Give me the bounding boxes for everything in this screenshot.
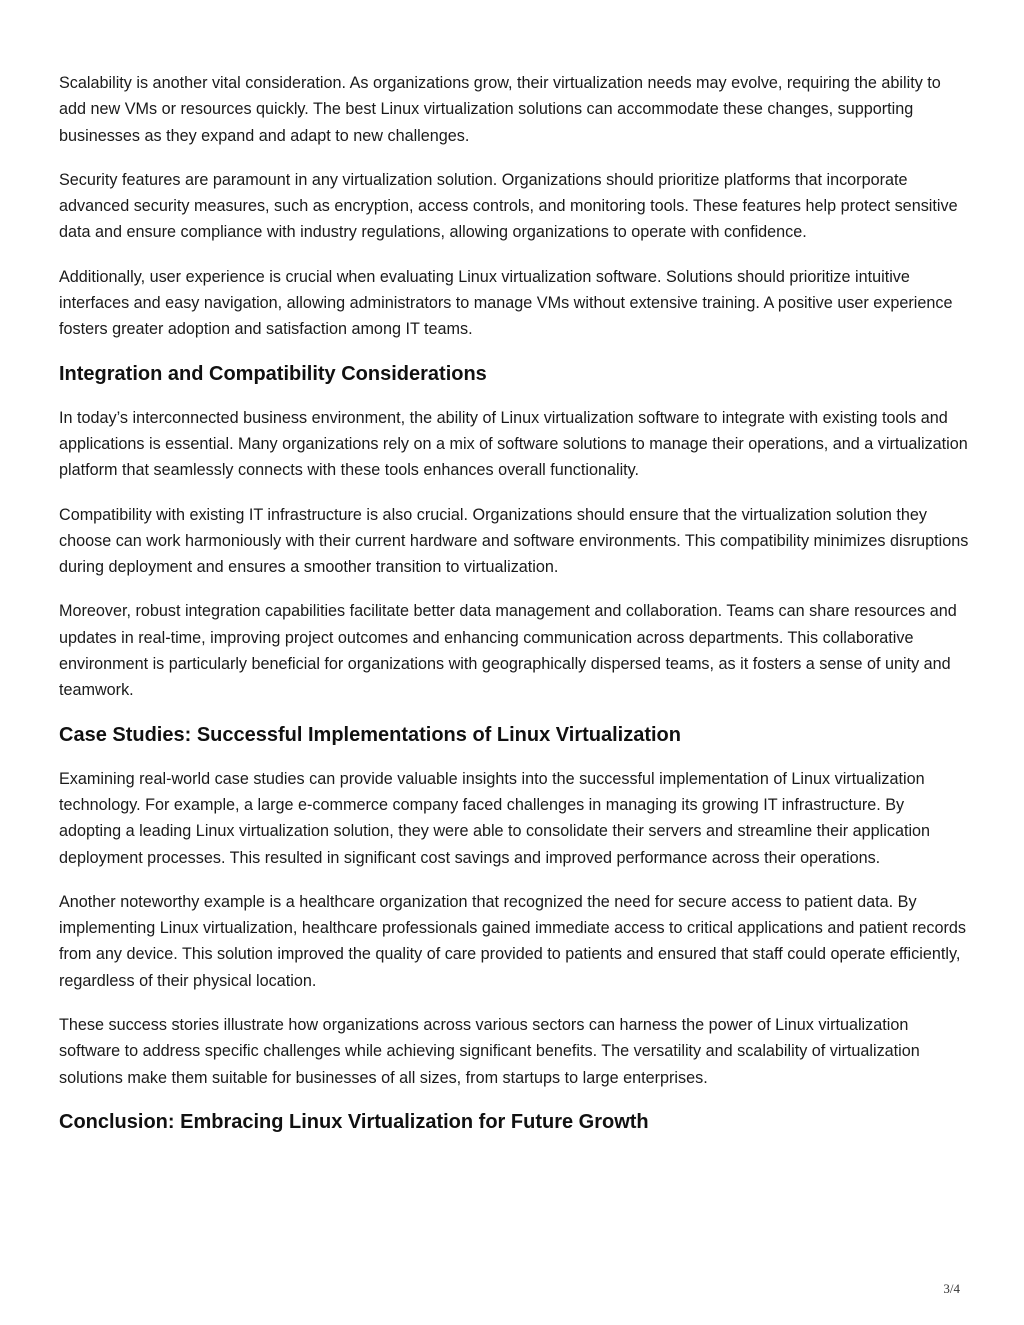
document-page — [59, 70, 969, 1153]
section-heading-conclusion: Conclusion: Embracing Linux Virtualization for Future Growth — [59, 1110, 649, 1133]
page-number: 3/4 — [943, 1281, 960, 1296]
paragraph-security: Security features are paramount in any virtualization solution. Organizations should prioritize platforms that incorporate advanced security measures, such as encryption, access controls, and monitoring tools. These features help protect sensitive data and ensure compliance with industry regulations, allowing organizations to operate with confidence. — [59, 170, 958, 242]
paragraph-collaboration: Moreover, robust integration capabilities facilitate better data management and collaboration. Teams can share resources and updates in real-time, improving project outcomes and enhancing communication across departments. This collaborative environment is particularly beneficial for organizations with geographically dispersed teams, as it fosters a sense of unity and teamwork. — [59, 602, 957, 700]
paragraph-integration: In today’s interconnected business environment, the ability of Linux virtualization software to integrate with existing tools and applications is essential. Many organizations rely on a mix of software solutions to manage their operations, and a virtualization platform that seamlessly connects with these tools enhances overall functionality. — [59, 408, 968, 480]
paragraph-ecommerce-case: Examining real-world case studies can provide valuable insights into the successful implementation of Linux virtualization technology. For example, a large e-commerce company faced challenges in managing its growing IT infrastructure. By adopting a leading Linux virtualization solution, they were able to consolidate their servers and streamline their application deployment processes. This resulted in significant cost savings and improved performance across their operations. — [59, 769, 931, 867]
section-heading-integration: Integration and Compatibility Considerations — [59, 362, 487, 385]
paragraph-healthcare-case: Another noteworthy example is a healthcare organization that recognized the need for secure access to patient data. By implementing Linux virtualization, healthcare professionals gained immediate access to critical applications and patient records from any device. This solution improved the quality of care provided to patients and ensured that staff could operate efficiently, regardless of their physical location. — [59, 892, 966, 990]
paragraph-user-experience: Additionally, user experience is crucial when evaluating Linux virtualization software. Solutions should prioritize intuitive interfaces and easy navigation, allowing administrators to manage VMs without extensive training. A positive user experience fosters greater adoption and satisfaction among IT teams. — [59, 267, 953, 339]
paragraph-compatibility: Compatibility with existing IT infrastructure is also crucial. Organizations should ensure that the virtualization solution they choose can work harmoniously with their current hardware and software environments. This compatibility minimizes disruptions during deployment and ensures a smoother transition to virtualization. — [59, 505, 969, 577]
section-heading-case-studies: Case Studies: Successful Implementations of Linux Virtualization — [59, 723, 681, 746]
paragraph-scalability: Scalability is another vital consideration. As organizations grow, their virtualization needs may evolve, requiring the ability to add new VMs or resources quickly. The best Linux virtualization solutions can accommodate these changes, supporting businesses as they expand and adapt to new challenges. — [59, 74, 941, 145]
paragraph-success-stories: These success stories illustrate how organizations across various sectors can harness the power of Linux virtualization software to address specific challenges while achieving significant benefits. The versatility and scalability of virtualization solutions make them suitable for businesses of all sizes, from startups to large enterprises. — [59, 1016, 920, 1087]
